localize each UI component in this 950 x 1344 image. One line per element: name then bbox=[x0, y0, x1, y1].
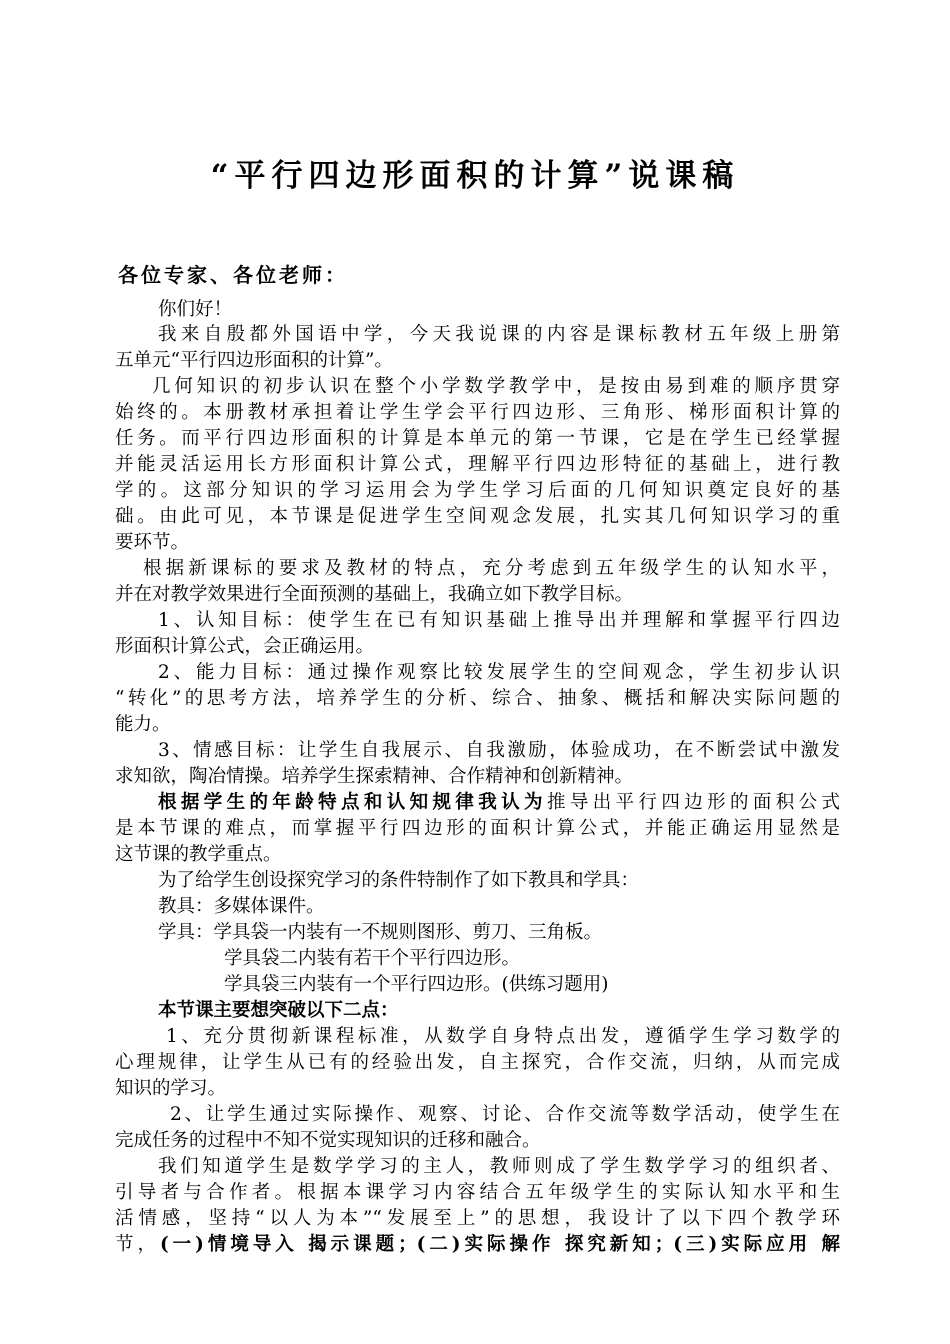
tool-line: 学具：学具袋一内装有一不规则图形、剪刀、三角板。 bbox=[158, 922, 603, 943]
bold-phrase: 根据学生的年龄特点和认知规律我认为 bbox=[158, 792, 547, 813]
goal-line: 形面积计算公式，会正确运用。 bbox=[115, 636, 375, 657]
point-line: 知识的学习。 bbox=[115, 1078, 227, 1099]
paragraph-line: 活情感，坚持“以人为本”“发展至上”的思想，我设计了以下四个教学环 bbox=[115, 1208, 840, 1229]
paragraph-line: 任务。而平行四边形面积的计算是本单元的第一节课，它是在学生已经掌握 bbox=[115, 428, 840, 449]
goal-line: 1、认知目标：使学生在已有知识基础上推导出并理解和掌握平行四边 bbox=[158, 610, 840, 631]
paragraph-line: 并能灵活运用长方形面积计算公式，理解平行四边形特征的基础上，进行教 bbox=[115, 454, 840, 475]
paragraph-line: 引导者与合作者。根据本课学习内容结合五年级学生的实际认知水平和生 bbox=[115, 1182, 840, 1203]
greeting: 你们好！ bbox=[158, 299, 233, 320]
salutation: 各位专家、各位老师： bbox=[118, 263, 348, 287]
point-line: 完成任务的过程中不知不觉实现知识的迁移和融合。 bbox=[115, 1130, 541, 1151]
goal-line: “转化”的思考方法，培养学生的分析、综合、抽象、概括和解决实际问题的 bbox=[115, 688, 840, 709]
page-title: “平行四边形面积的计算”说课稿 bbox=[210, 158, 740, 194]
plain-phrase: 推导出平行四边形的面积公式 bbox=[546, 792, 840, 813]
paragraph-line bbox=[158, 790, 840, 816]
paragraph-line: 五单元“平行四边形面积的计算”。 bbox=[115, 350, 393, 371]
paragraph-line: 根据新课标的要求及教材的特点，充分考虑到五年级学生的认知水平， bbox=[143, 558, 840, 579]
bold-phrase: (一)情境导入 揭示课题；(二)实际操作 探究新知；(三)实际应用 解 bbox=[159, 1234, 840, 1255]
paragraph-line: 几何知识的初步认识在整个小学数学教学中，是按由易到难的顺序贯穿 bbox=[152, 376, 840, 397]
paragraph-line: 我来自殷都外国语中学，今天我说课的内容是课标教材五年级上册第 bbox=[158, 324, 840, 345]
paragraph-line: 我们知道学生是数学学习的主人，教师则成了学生数学学习的组织者、 bbox=[158, 1156, 840, 1177]
paragraph-line: 学的。这部分知识的学习运用会为学生学习后面的几何知识奠定良好的基 bbox=[115, 480, 840, 501]
paragraph-line: 始终的。本册教材承担着让学生学会平行四边形、三角形、梯形面积计算的 bbox=[115, 402, 840, 423]
paragraph-line bbox=[115, 1232, 840, 1258]
tool-line: 学具袋三内装有一个平行四边形。(供练习题用) bbox=[224, 974, 609, 995]
tool-line: 教具：多媒体课件。 bbox=[158, 896, 325, 917]
point-line: 心理规律，让学生从已有的经验出发，自主探究，合作交流，归纳，从而完成 bbox=[115, 1052, 840, 1073]
goal-line: 2、能力目标：通过操作观察比较发展学生的空间观念，学生初步认识 bbox=[158, 662, 840, 683]
paragraph-line: 是本节课的难点，而掌握平行四边形的面积计算公式，并能正确运用显然是 bbox=[115, 818, 840, 839]
goal-line: 求知欲，陶冶情操。培养学生探索精神、合作精神和创新精神。 bbox=[115, 766, 634, 787]
paragraph-line: 并在对教学效果进行全面预测的基础上，我确立如下教学目标。 bbox=[115, 584, 634, 605]
section-heading: 本节课主要想突破以下二点： bbox=[158, 1000, 399, 1021]
plain-phrase: 节， bbox=[115, 1234, 160, 1255]
paragraph-line: 为了给学生创设探究学习的条件特制作了如下教具和学具： bbox=[158, 870, 640, 891]
point-line: 1、充分贯彻新课程标准，从数学自身特点出发，遵循学生学习数学的 bbox=[166, 1026, 840, 1047]
point-line: 2、让学生通过实际操作、观察、讨论、合作交流等数学活动，使学生在 bbox=[170, 1104, 840, 1125]
paragraph-line: 础。由此可见，本节课是促进学生空间观念发展，扎实其几何知识学习的重 bbox=[115, 506, 840, 527]
goal-line: 3、情感目标：让学生自我展示、自我激励，体验成功，在不断尝试中激发 bbox=[158, 740, 840, 761]
paragraph-line: 这节课的教学重点。 bbox=[115, 844, 282, 865]
tool-line: 学具袋二内装有若干个平行四边形。 bbox=[224, 948, 521, 969]
paragraph-line: 要环节。 bbox=[115, 532, 190, 553]
goal-line: 能力。 bbox=[115, 714, 171, 735]
